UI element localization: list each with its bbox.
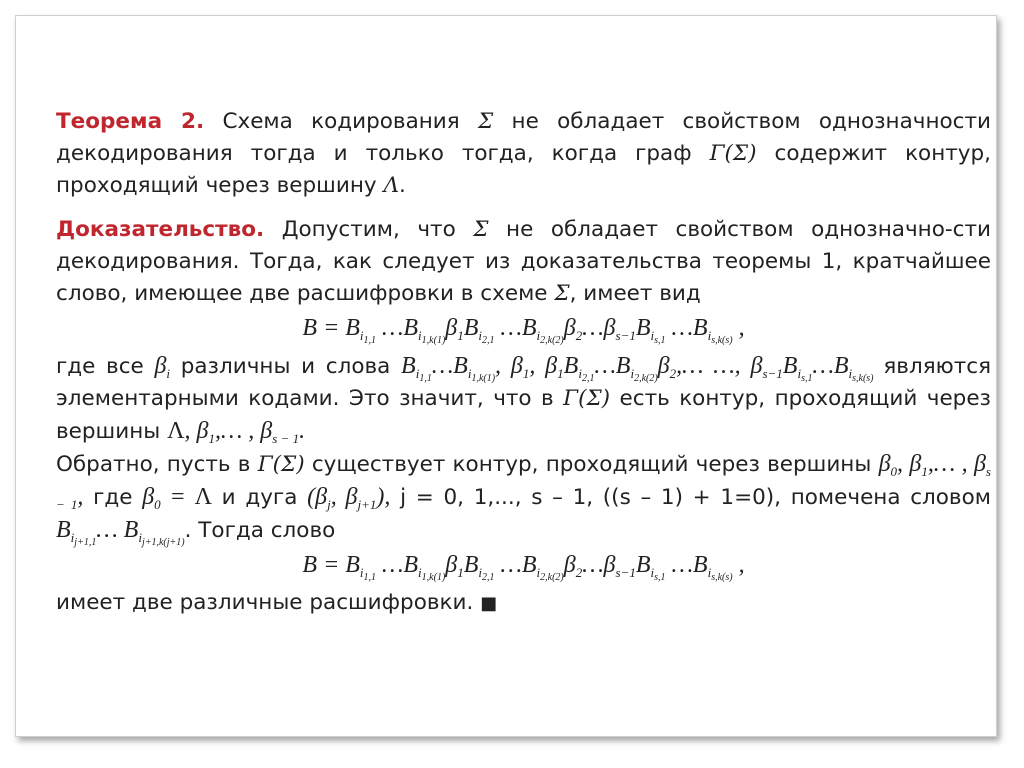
proof-text-2a: где все (56, 354, 144, 379)
vertex-list-1: Λ, $\beta_1,\dots$ , $\beta_{s - 1}$. (167, 418, 306, 446)
vertex-list-2: $\beta_0$, $\beta_1,\dots$ , $\beta_{s - 1}$, (56, 451, 991, 512)
slide-content (56, 106, 991, 620)
graph-symbol: Γ(Σ) (563, 386, 611, 411)
proof-text-4e: j = 0, 1,..., s – 1, ((s – 1) + 1=0), (400, 485, 781, 510)
sigma-symbol: Σ (473, 217, 489, 242)
beta-i-symbol: $\beta_i$ (154, 353, 171, 381)
word-list-formula: $B_{i_{1,1}}\dots B_{i_{1,k(1)}}$, $\beta_1$, $\beta_1B_{i_{2,1}}\dots B_{i_{2,k(2)}}\beta_2,\dots$ …, $\beta_{s-1}B_{i_{s,1}}\dots B_{i_{s,k(s)}}$ (401, 353, 874, 384)
proof-label: Доказательство. (56, 217, 265, 242)
theorem-paragraph (56, 106, 991, 202)
formula-word-b-2: $B = B_{i_{1,1}}$ $\dots B_{i_{1,k(1)}}\beta_1B_{i_{2,1}}$ $\dots B_{i_{2,k(2)}}\beta_2\dots\beta_{s-1}B_{i_{s,1}}$ $\dots B_{i_{s,k(s)}}$ , (302, 552, 745, 583)
label-word-formula: $B_{i_{j+1,1}}\dots$ $B_{i_{j+1,k(j+1)}}$ (56, 517, 185, 548)
proof-text-2c: являются элементарными кодами. Это значит, что в (56, 354, 992, 411)
proof-text-1b: не обладает свойством однозначно-сти декодирования. Тогда, как следует из доказательства теоремы 1, кратчайшее слово, имеющее две расшифровки в схеме (56, 217, 991, 306)
theorem-text-a: Схема кодирования (222, 109, 460, 134)
proof-conclusion (56, 587, 991, 620)
sigma-symbol: Σ (554, 281, 570, 306)
formula-word-b: $B = B_{i_{1,1}}$ $\dots B_{i_{1,k(1)}}\beta_1B_{i_{2,1}}$ $\dots B_{i_{2,k(2)}}\beta_2\dots\beta_{s-1}B_{i_{s,1}}$ $\dots B_{i_{s,k(s)}}$ , (302, 315, 745, 346)
proof-text-6: имеет две различные расшифровки. (56, 590, 474, 615)
beta0-eq-lambda: $\beta_0 = \Lambda$ (142, 484, 212, 512)
theorem-end: . (399, 173, 406, 198)
theorem-text-c: содержит контур, проходящий через вершину (56, 141, 991, 198)
proof-text-4b: существует контур, проходящий через вершины (311, 452, 872, 477)
theorem-text-b: не обладает свойством однозначности декодирования тогда и только тогда, когда граф (56, 109, 991, 166)
lambda-symbol: Λ (383, 173, 399, 198)
graph-symbol: Γ(Σ) (257, 452, 305, 477)
proof-text-4d: и дуга (221, 485, 298, 510)
proof-text-2b: различны и слова (180, 354, 391, 379)
proof-paragraph-2 (56, 350, 991, 448)
proof-text-3a: есть контур, проходящий через вершины (56, 386, 991, 444)
proof-text-1c: , имеет вид (569, 281, 701, 306)
graph-symbol: Γ(Σ) (709, 141, 757, 166)
proof-text-5a: помечена словом (790, 485, 991, 510)
arc-formula: ($\beta_j$, $\beta_{j+1}$), (307, 484, 391, 512)
sigma-symbol: Σ (478, 109, 494, 134)
proof-text-4c: где (93, 485, 133, 510)
proof-text-4a: Обратно, пусть в (56, 452, 251, 477)
proof-text-1a: Допустим, что (281, 217, 456, 242)
proof-paragraph-3 (56, 448, 991, 547)
proof-text-5b: . Тогда слово (184, 518, 336, 543)
slide-frame (15, 15, 997, 737)
qed-square-icon: ■ (480, 593, 498, 614)
proof-paragraph-1 (56, 214, 991, 310)
theorem-label: Теорема 2. (56, 109, 205, 134)
